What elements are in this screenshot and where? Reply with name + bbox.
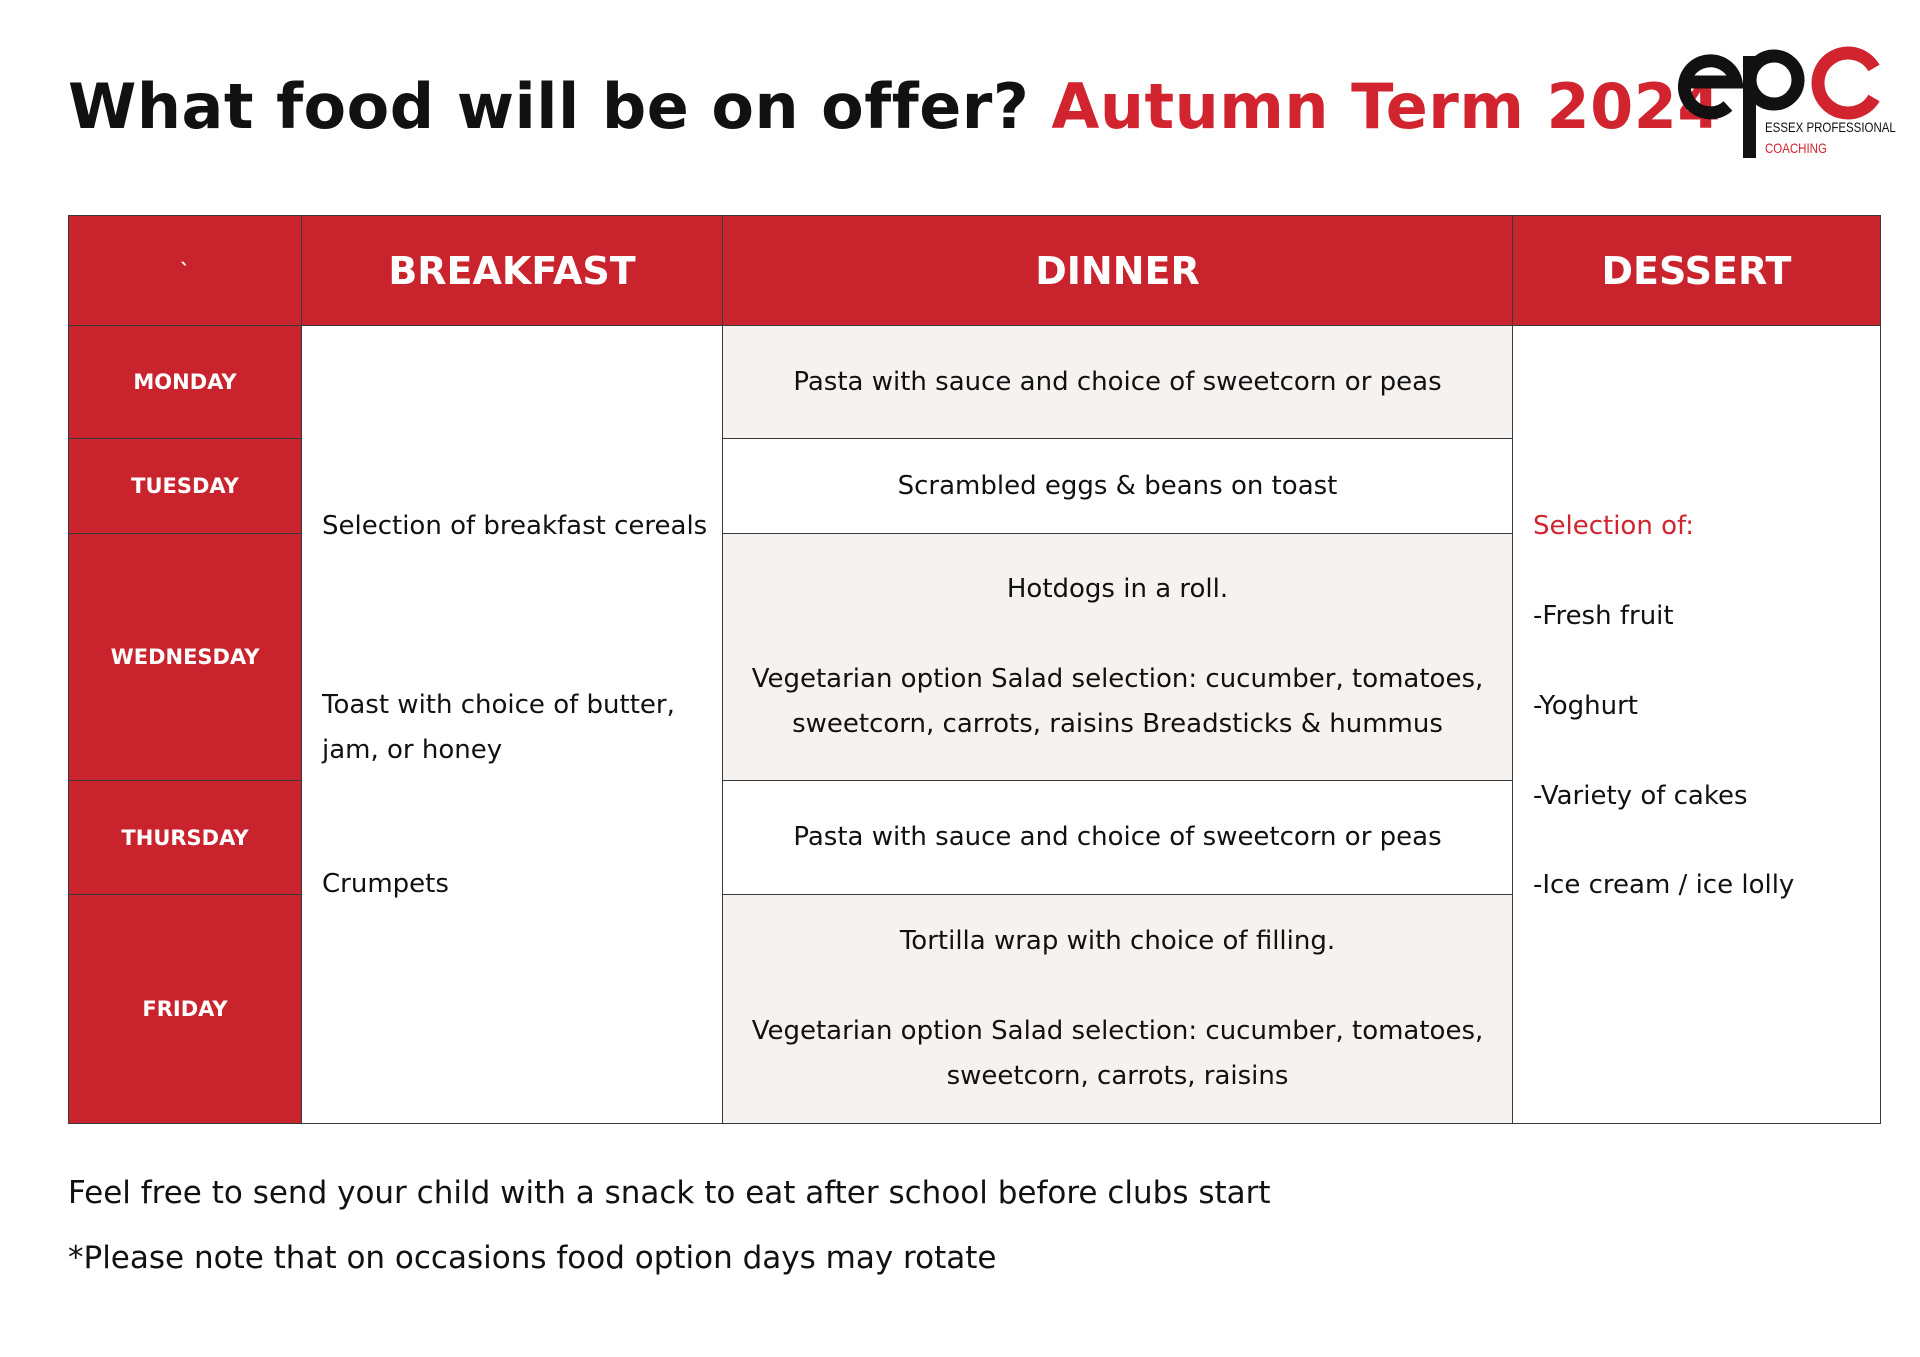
dessert-item-yoghurt: -Yoghurt <box>1533 691 1638 721</box>
dinner-friday <box>723 895 1513 1124</box>
dessert-item-fruit: -Fresh fruit <box>1533 601 1674 631</box>
page-title <box>68 70 1721 143</box>
breakfast-cell <box>302 326 723 1124</box>
day-friday: FRIDAY <box>69 895 302 1124</box>
breakfast-item-toast: Toast with choice of butter, jam, or honey <box>322 690 675 765</box>
day-wednesday: WEDNESDAY <box>69 534 302 781</box>
dinner-thursday <box>723 781 1513 895</box>
dinner-wednesday-veg: Vegetarian option Salad selection: cucumber, tomatoes, sweetcorn, carrots, raisins Breadsticks & hummus <box>751 664 1484 739</box>
dinner-friday-main: Tortilla wrap with choice of filling. <box>899 926 1336 956</box>
dinner-header: DINNER <box>723 216 1513 326</box>
corner-header: ` <box>69 216 302 326</box>
day-monday: MONDAY <box>69 326 302 439</box>
title-main: What food will be on offer? <box>68 70 1030 143</box>
dinner-wednesday <box>723 534 1513 781</box>
dinner-tuesday <box>723 439 1513 534</box>
dessert-cell <box>1513 326 1881 1124</box>
breakfast-item-crumpets: Crumpets <box>322 869 449 899</box>
logo-tagline-line1: ESSEX PROFESSIONAL <box>1765 119 1896 135</box>
monday-row <box>69 326 1881 439</box>
dinner-thursday-text: Pasta with sauce and choice of sweetcorn or peas <box>793 822 1442 852</box>
dinner-monday-text: Pasta with sauce and choice of sweetcorn or peas <box>793 366 1442 397</box>
dinner-friday-veg: Vegetarian option Salad selection: cucumber, tomatoes, sweetcorn, carrots, raisins <box>751 1016 1484 1091</box>
dinner-wednesday-main: Hotdogs in a roll. <box>1006 574 1229 604</box>
dessert-header: DESSERT <box>1513 216 1881 326</box>
header-row <box>69 216 1881 326</box>
day-tuesday: TUESDAY <box>69 439 302 534</box>
breakfast-item-cereals: Selection of breakfast cereals <box>322 511 708 541</box>
menu-table <box>68 215 1881 1124</box>
logo-tagline-line2: COACHING <box>1765 140 1827 156</box>
dinner-tuesday-text: Scrambled eggs & beans on toast <box>897 470 1338 501</box>
dessert-item-ice-cream: -Ice cream / ice lolly <box>1533 870 1795 900</box>
day-thursday: THURSDAY <box>69 781 302 895</box>
dessert-heading: Selection of: <box>1533 511 1694 541</box>
logo-tagline <box>1765 117 1896 159</box>
breakfast-header: BREAKFAST <box>302 216 723 326</box>
footer-snack-note: Feel free to send your child with a snack to eat after school before clubs start <box>68 1175 1271 1211</box>
dessert-item-cakes: -Variety of cakes <box>1533 781 1748 811</box>
footer-rotation-note: *Please note that on occasions food option days may rotate <box>68 1240 997 1276</box>
dinner-monday <box>723 326 1513 439</box>
title-term: Autumn Term 2024 <box>1051 70 1722 143</box>
